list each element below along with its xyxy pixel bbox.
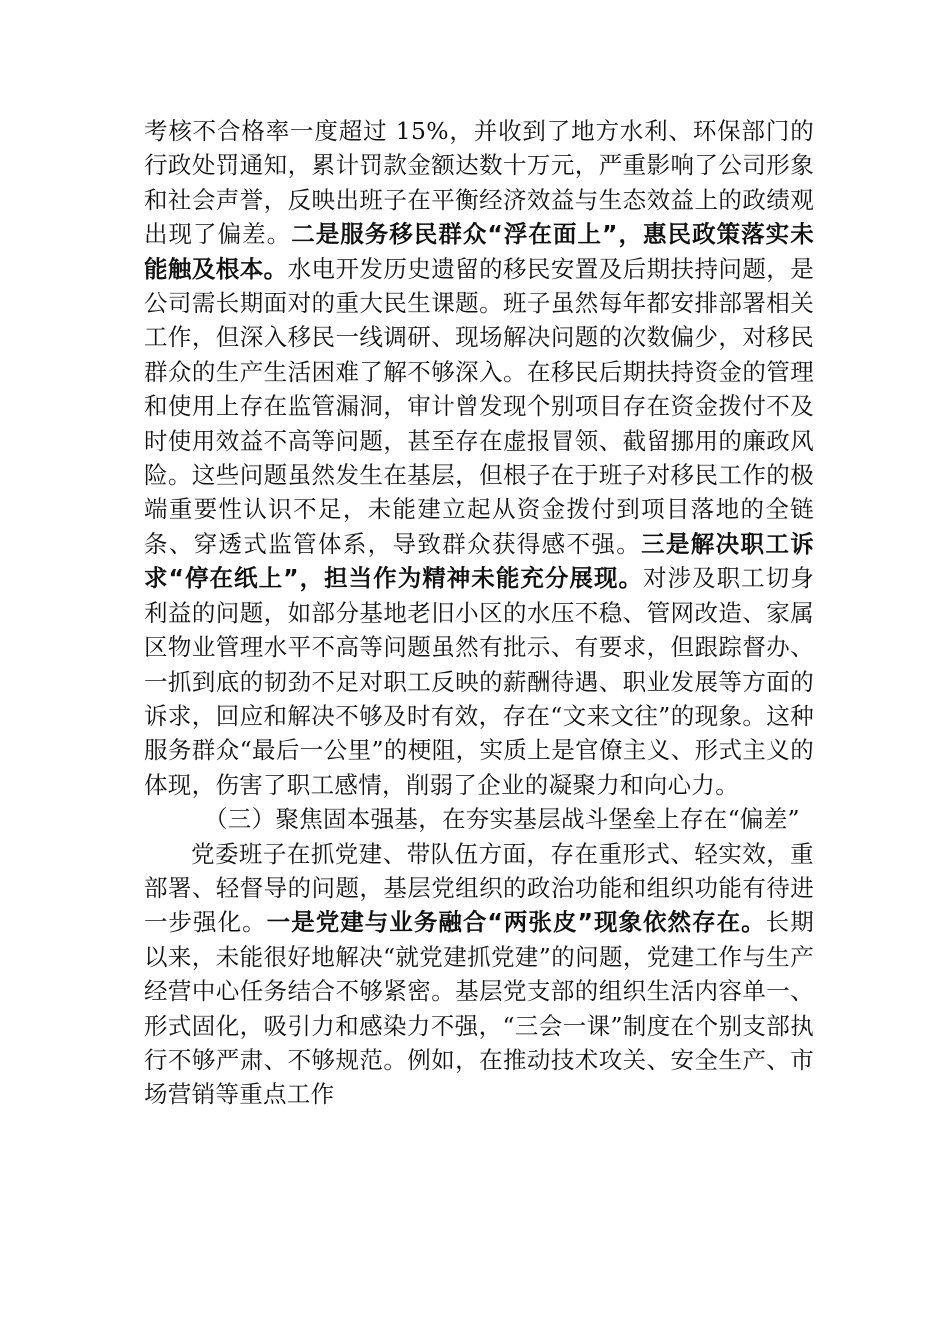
paragraph-text: 对涉及职工切身利益的问题，如部分基地老旧小区的水压不稳、管网改造、家属区物业管理水平不高等问题虽然有批示、有要求，但跟踪督办、一抓到底的韧劲不足对职工反映的薪酬待遇、职业发展等方面的诉求，回应和解决不够及时有效，存在“文来文往”的现象。这种服务群众“最后一公里”的梗阻，实质上是官僚主义、形式主义的体现，伤害了职工感情，削弱了企业的凝聚力和向心力。 [144, 564, 814, 799]
paragraph-text: 考核不合格率一度超过 15%，并收到了地方水利、环保部门的行政处罚通知，累计罚款金额达数十万元，严重影响了公司形象和社会声誉，反映出班子在平衡经济效益与生态效益上的政绩观出现了偏差。 [144, 117, 814, 249]
body-paragraph-1 [144, 114, 814, 802]
paragraph-text: 党委班子在抓党建、带队伍方面，存在重形式、轻实效，重部署、轻督导的问题，基层党组织的政治功能和组织功能有待进一步强化。 [144, 839, 814, 937]
bold-point-one: 一是党建与业务融合“两张皮”现象依然存在。 [266, 908, 766, 937]
paragraph-text: 长期以来，未能很好地解决“就党建抓党建”的问题，党建工作与生产经营中心任务结合不够紧密。基层党支部的组织生活内容单一、形式固化，吸引力和感染力不强，“三会一课”制度在个别支部执行不够严肃、不够规范。例如，在推动技术攻关、安全生产、市场营销等重点工作 [144, 908, 815, 1109]
bold-point-two: 二是服务移民群众“浮在面上”，惠民政策落实未能触及根本。 [144, 220, 814, 283]
section-heading: （三）聚焦固本强基，在夯实基层战斗堡垒上存在“偏差” [204, 805, 800, 834]
document-page [144, 114, 814, 1112]
body-paragraph-2 [144, 837, 814, 1112]
bold-point-three: 三是解决职工诉求“停在纸上”，担当作为精神未能充分展现。 [144, 529, 814, 593]
paragraph-text: 水电开发历史遗留的移民安置及后期扶持问题，是公司需长期面对的重大民生课题。班子虽然每年都安排部署相关工作，但深入移民一线调研、现场解决问题的次数偏少，对移民群众的生产生活困难了解不够深入。在移民后期扶持资金的管理和使用上存在监管漏洞，审计曾发现个别项目存在资金拨付不及时使用效益不高等问题，甚至存在虚报冒领、截留挪用的廉政风险。这些问题虽然发生在基层，但根子在于班子对移民工作的极端重要性认识不足，未能建立起从资金拨付到项目落地的全链条、穿透式监管体系，导致群众获得感不强。 [144, 254, 814, 558]
